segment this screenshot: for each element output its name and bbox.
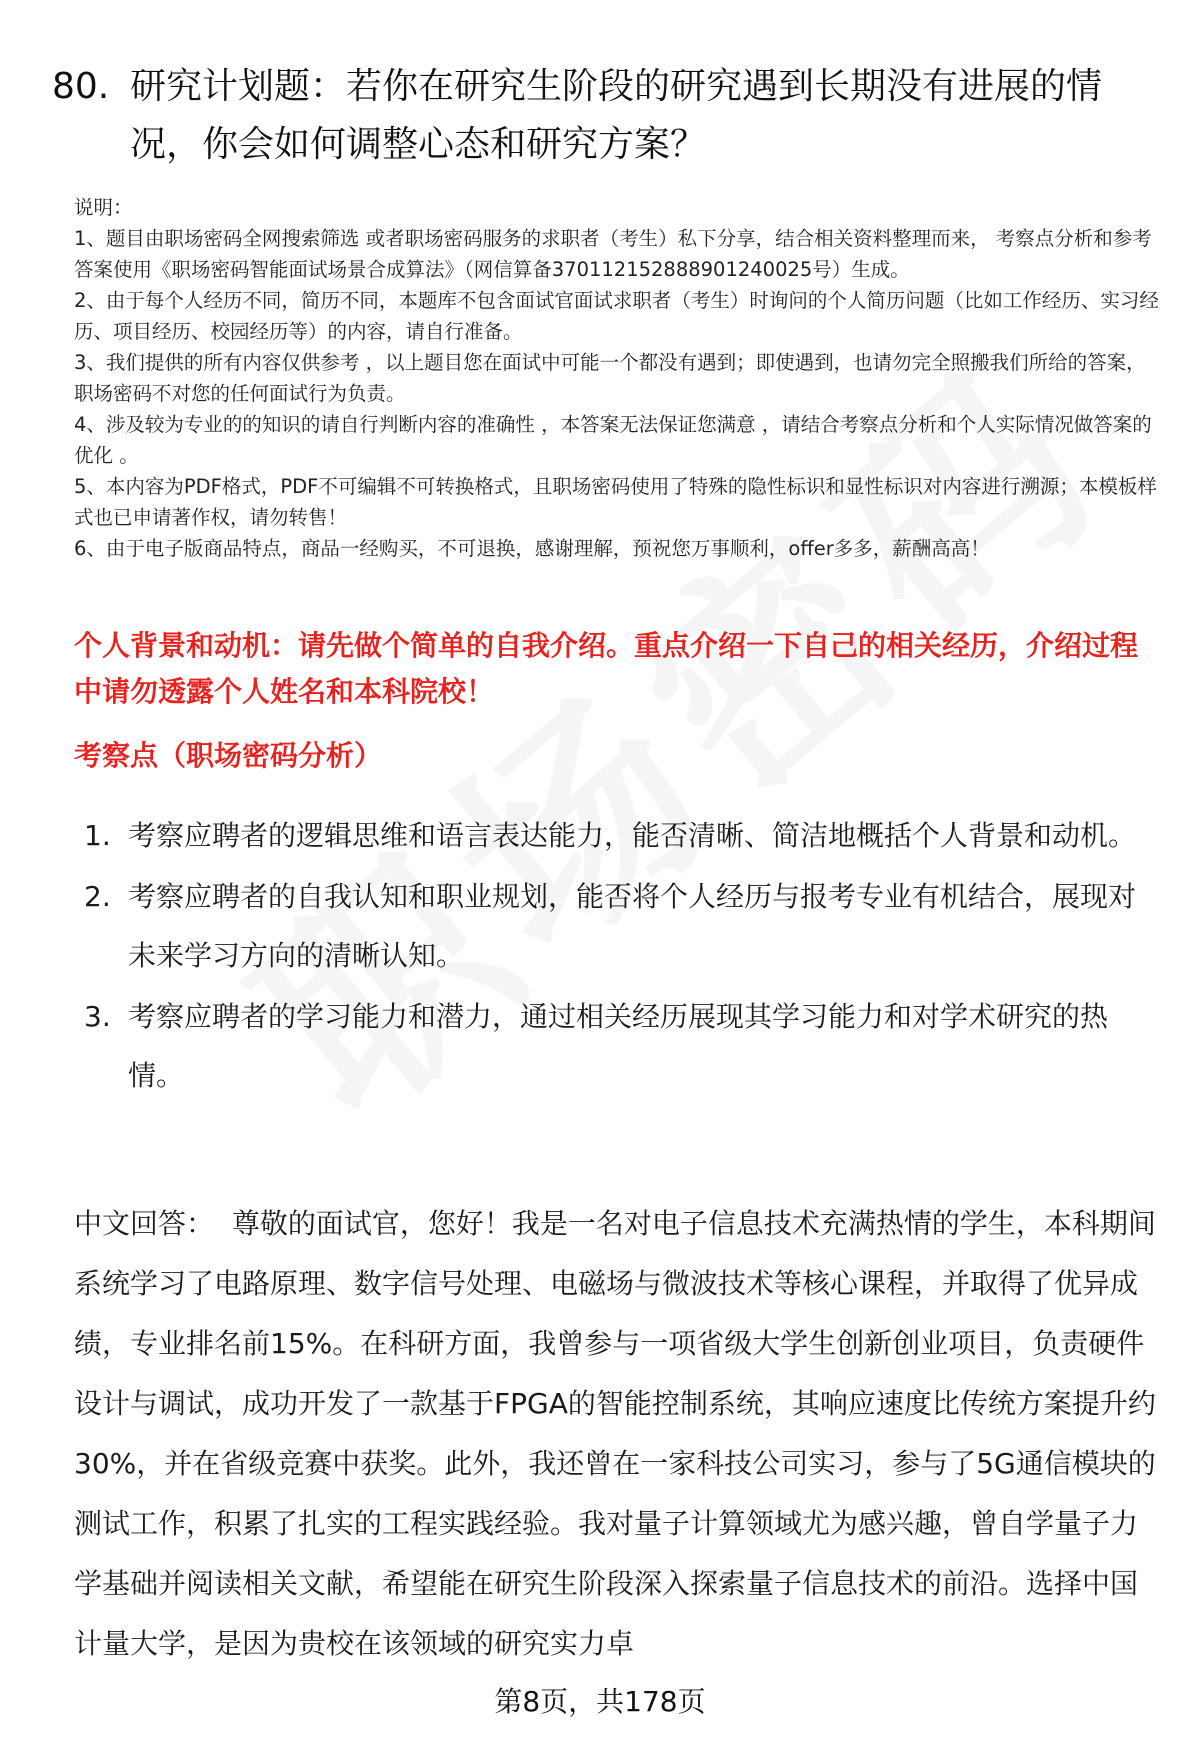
interview-prompt: 个人背景和动机：请先做个简单的自我介绍。重点介绍一下自己的相关经历，介绍过程中请勿透露个人姓名和本科院校！ [74, 629, 1139, 708]
question-title [52, 58, 1132, 174]
note-item: 6、由于电子版商品特点，商品一经购买，不可退换，感谢理解，预祝您万事顺利，offer多多，薪酬高高！ [74, 537, 990, 560]
analysis-title: 考察点（职场密码分析） [74, 739, 383, 772]
analysis-point [84, 987, 1154, 1105]
note-item: 1、题目由职场密码全网搜索筛选 或者职场密码服务的求职者（考生）私下分享，结合相关资料整理而来， 考察点分析和参考答案使用《职场密码智能面试场景合成算法》（网信算备370112152888901240025号）生成。 [74, 227, 1152, 281]
answer-block [74, 1194, 1164, 1674]
analysis-point [84, 806, 1154, 865]
question-number: 80. [52, 66, 110, 107]
note-item: 2、由于每个人经历不同，简历不同，本题库不包含面试官面试求职者（考生）时询问的个人简历问题（比如工作经历、实习经历、项目经历、校园经历等）的内容，请自行准备。 [74, 289, 1159, 343]
page-footer: 第8页，共178页 [494, 1685, 706, 1718]
point-index: 1. [84, 819, 111, 852]
answer-label: 中文回答： [74, 1207, 215, 1240]
point-text: 考察应聘者的逻辑思维和语言表达能力，能否清晰、简洁地概括个人背景和动机。 [128, 819, 1137, 852]
point-text: 考察应聘者的自我认知和职业规划，能否将个人经历与报考专业有机结合，展现对未来学习方向的清晰认知。 [128, 880, 1137, 972]
question-text: 研究计划题：若你在研究生阶段的研究遇到长期没有进展的情况，你会如何调整心态和研究方案？ [130, 66, 1103, 165]
point-text: 考察应聘者的学习能力和潜力，通过相关经历展现其学习能力和对学术研究的热情。 [128, 1000, 1109, 1092]
notes-block [74, 192, 1164, 564]
note-item: 4、涉及较为专业的的知识的请自行判断内容的准确性 ，本答案无法保证您满意 ，请结合考察点分析和个人实际情况做答案的优化 。 [74, 413, 1152, 467]
note-item: 3、我们提供的所有内容仅供参考 ，以上题目您在面试中可能一个都没有遇到；即使遇到，也请勿完全照搬我们所给的答案，职场密码不对您的任何面试行为负责。 [74, 351, 1146, 405]
answer-text: 尊敬的面试官，您好！我是一名对电子信息技术充满热情的学生，本科期间系统学习了电路原理、数字信号处理、电磁场与微波技术等核心课程，并取得了优异成绩，专业排名前15%。在科研方面，我曾参与一项省级大学生创新创业项目，负责硬件设计与调试，成功开发了一款基于FPGA的智能控制系统，其响应速度比传统方案提升约30%，并在省级竞赛中获奖。此外，我还曾在一家科技公司实习，参与了5G通信模块的测试工作，积累了扎实的工程实践经验。我对量子计算领域尤为感兴趣，曾自学量子力学基础并阅读相关文献，希望能在研究生阶段深入探索量子信息技术的前沿。选择中国计量大学，是因为贵校在该领域的研究实力卓 [74, 1207, 1156, 1660]
point-index: 3. [84, 1000, 111, 1033]
analysis-points [84, 806, 1154, 1107]
point-index: 2. [84, 880, 111, 913]
analysis-point [84, 867, 1154, 985]
note-item: 5、本内容为PDF格式，PDF不可编辑不可转换格式，且职场密码使用了特殊的隐性标识和显性标识对内容进行溯源；本模板样式也已申请著作权，请勿转售！ [74, 475, 1157, 529]
notes-heading: 说明： [74, 196, 133, 219]
